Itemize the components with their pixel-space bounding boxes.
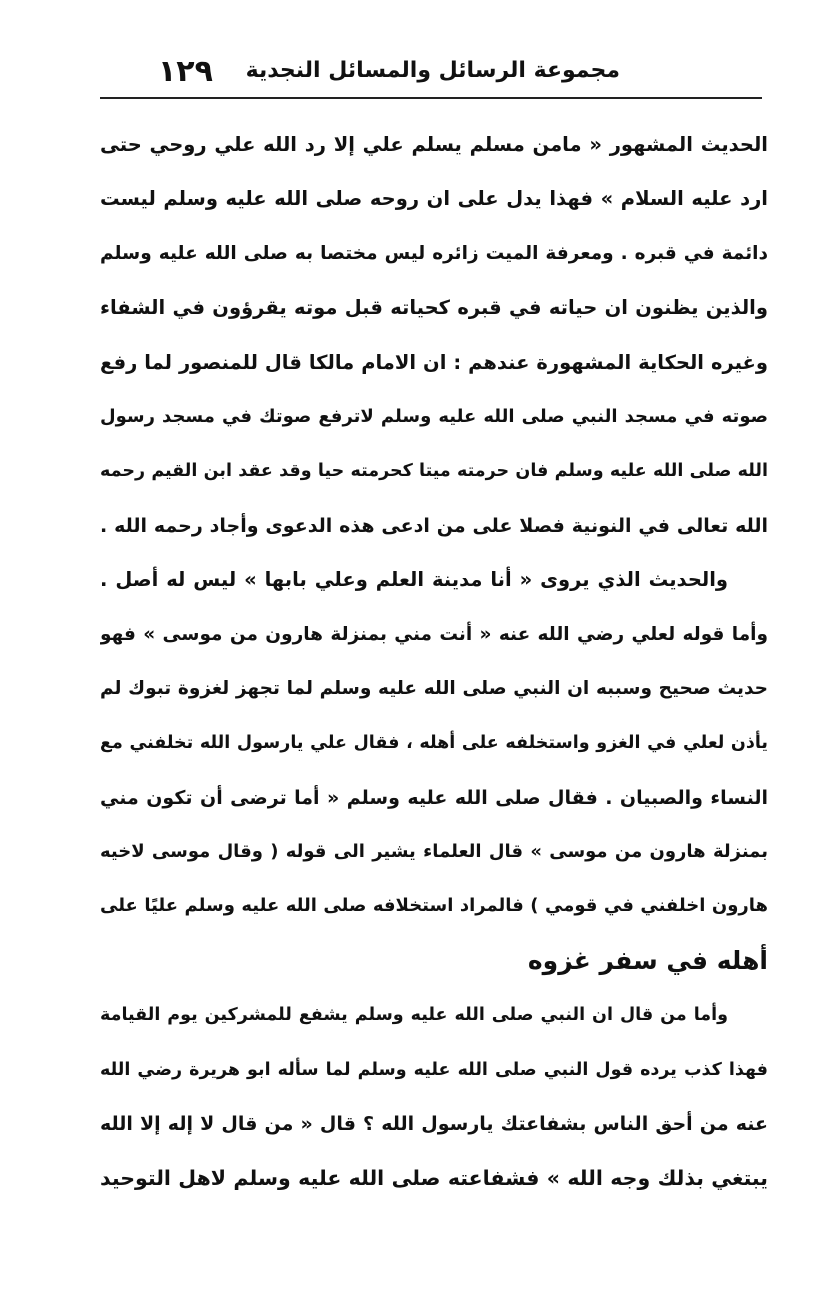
text-line: حديث صحيح وسببه ان النبي صلى الله عليه وسلم لما تجهز لغزوة تبوك لم (100, 677, 768, 699)
page-number: ١٢٩ (158, 54, 213, 89)
text-line: الله صلى الله عليه وسلم فان حرمته ميتا كحرمته حيا وقد عقد ابن القيم رحمه (100, 461, 768, 482)
text-line: يأذن لعلي في الغزو واستخلفه على أهله ، فقال علي يارسول الله تخلفني مع (100, 733, 768, 754)
text-line: فهذا كذب يرده قول النبي صلى الله عليه وسلم لما سأله ابو هريرة رضي الله (100, 1059, 768, 1080)
text-line: والذين يظنون ان حياته في قبره كحياته قبل موته يقرؤون في الشفاء (100, 296, 768, 320)
text-line: وأما قوله لعلي رضي الله عنه « أنت مني بمنزلة هارون من موسى » فهو (100, 623, 768, 645)
running-title: مجموعة الرسائل والمسائل النجدية (245, 58, 620, 83)
text-line: ارد عليه السلام » فهذا يدل على ان روحه صلى الله عليه وسلم ليست (100, 187, 768, 211)
text-line: والحديث الذي يروى « أنا مدينة العلم وعلي بابها » ليس له أصل . (100, 568, 728, 592)
text-line: دائمة في قبره . ومعرفة الميت زائره ليس مختصا به صلى الله عليه وسلم (100, 242, 768, 264)
text-line: بمنزلة هارون من موسى » قال العلماء يشير الى قوله ( وقال موسى لاخيه (100, 841, 768, 863)
text-line: صوته في مسجد النبي صلى الله عليه وسلم لاترفع صوتك في مسجد رسول (100, 405, 768, 427)
text-line: وأما من قال ان النبي صلى الله عليه وسلم يشفع للمشركين يوم القيامة (100, 1005, 728, 1026)
page-header (100, 52, 770, 98)
text-line: الحديث المشهور « مامن مسلم يسلم علي إلا رد الله علي روحي حتى (100, 133, 768, 156)
text-line: هارون اخلفني في قومي ) فالمراد استخلافه صلى الله عليه وسلم عليًا على (100, 895, 768, 917)
text-line: الله تعالى في النونية فصلا على من ادعى هذه الدعوى وأجاد رحمه الله . (100, 514, 768, 537)
text-line: أهله في سفر غزوه (527, 945, 768, 975)
text-line: النساء والصبيان . فقال صلى الله عليه وسلم « أما ترضى أن تكون مني (100, 786, 768, 809)
body-text (100, 118, 768, 1206)
header-rule (100, 97, 762, 99)
text-line: وغيره الحكاية المشهورة عندهم : ان الامام مالكا قال للمنصور لما رفع (100, 350, 768, 374)
text-line: عنه من أحق الناس بشفاعتك يارسول الله ؟ قال « من قال لا إله إلا الله (100, 1113, 768, 1136)
text-line: يبتغي بذلك وجه الله » فشفاعته صلى الله عليه وسلم لاهل التوحيد (100, 1166, 768, 1191)
